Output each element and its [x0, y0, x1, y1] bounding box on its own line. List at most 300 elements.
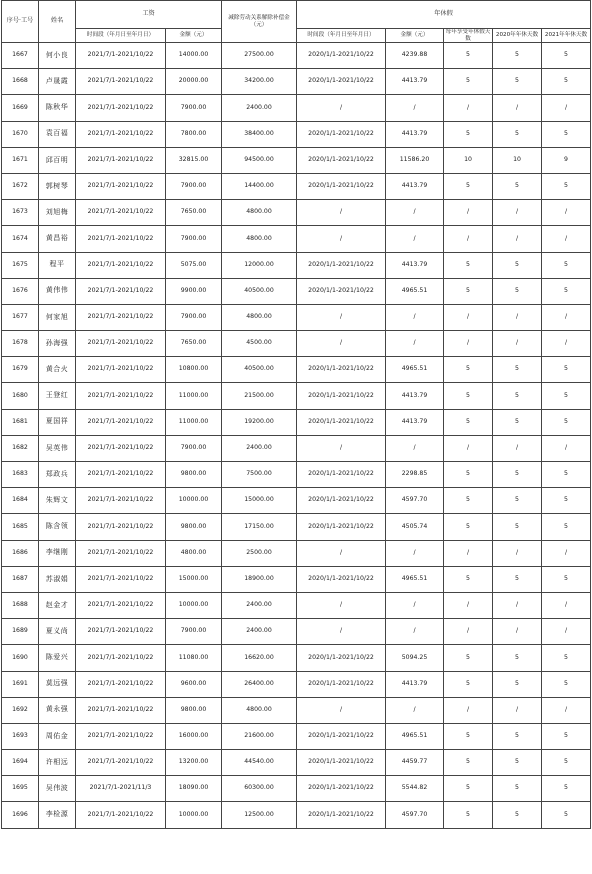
table-row [2, 121, 591, 147]
cell-amount: 9800.00 [166, 514, 222, 540]
cell-leave-days: / [444, 619, 493, 645]
cell-amount: 7900.00 [166, 304, 222, 330]
cell-leave-amount: 2298.85 [386, 462, 444, 488]
cell-days-2020: 5 [493, 750, 542, 776]
cell-days-2021: 5 [542, 252, 591, 278]
cell-compensation: 4800.00 [222, 304, 297, 330]
cell-name: 苏淑娟 [39, 566, 76, 592]
cell-period: 2021/7/1-2021/10/22 [76, 357, 166, 383]
cell-amount: 4800.00 [166, 540, 222, 566]
cell-days-2021: / [542, 540, 591, 566]
cell-amount: 7900.00 [166, 619, 222, 645]
cell-leave-days: 5 [444, 69, 493, 95]
cell-name: 朱辉文 [39, 488, 76, 514]
cell-leave-days: 5 [444, 776, 493, 802]
cell-name: 夏义尚 [39, 619, 76, 645]
cell-compensation: 16620.00 [222, 645, 297, 671]
cell-id: 1686 [2, 540, 39, 566]
cell-compensation: 4800.00 [222, 697, 297, 723]
cell-id: 1669 [2, 95, 39, 121]
table-row [2, 69, 591, 95]
cell-period: 2021/7/1-2021/10/22 [76, 200, 166, 226]
cell-id: 1692 [2, 697, 39, 723]
cell-compensation: 14400.00 [222, 173, 297, 199]
cell-days-2020: 5 [493, 488, 542, 514]
cell-period: 2021/7/1-2021/10/22 [76, 409, 166, 435]
cell-leave-days: 5 [444, 121, 493, 147]
table-row [2, 147, 591, 173]
table-row [2, 435, 591, 461]
cell-days-2020: 5 [493, 43, 542, 69]
cell-leave-amount: 4597.70 [386, 488, 444, 514]
cell-leave-amount: 4413.79 [386, 173, 444, 199]
cell-leave-days: / [444, 331, 493, 357]
cell-id: 1672 [2, 173, 39, 199]
cell-leave-days: / [444, 592, 493, 618]
cell-leave-period: 2020/1/1-2021/10/22 [297, 173, 386, 199]
cell-period: 2021/7/1-2021/10/22 [76, 462, 166, 488]
cell-leave-period: 2020/1/1-2021/10/22 [297, 278, 386, 304]
cell-days-2021: / [542, 304, 591, 330]
table-row [2, 200, 591, 226]
cell-compensation: 2500.00 [222, 540, 297, 566]
cell-id: 1681 [2, 409, 39, 435]
cell-id: 1673 [2, 200, 39, 226]
header-compensation: 减除劳动关系解除补偿金（元） [222, 1, 297, 43]
cell-compensation: 2400.00 [222, 592, 297, 618]
cell-leave-period: / [297, 540, 386, 566]
cell-leave-period: / [297, 95, 386, 121]
cell-days-2020: / [493, 697, 542, 723]
cell-days-2021: 5 [542, 69, 591, 95]
table-row [2, 226, 591, 252]
cell-days-2021: 5 [542, 776, 591, 802]
cell-days-2020: / [493, 435, 542, 461]
cell-compensation: 21600.00 [222, 723, 297, 749]
header-period: 时间段（年月日至年月日） [76, 29, 166, 43]
cell-name: 邱百明 [39, 147, 76, 173]
cell-leave-days: 5 [444, 802, 493, 828]
cell-leave-days: / [444, 226, 493, 252]
cell-leave-days: 5 [444, 723, 493, 749]
cell-amount: 5075.00 [166, 252, 222, 278]
cell-days-2020: 5 [493, 645, 542, 671]
cell-leave-amount: 4413.79 [386, 121, 444, 147]
cell-period: 2021/7/1-2021/10/22 [76, 173, 166, 199]
cell-name: 黄伟伟 [39, 278, 76, 304]
cell-id: 1680 [2, 383, 39, 409]
cell-period: 2021/7/1-2021/10/22 [76, 802, 166, 828]
cell-leave-period: 2020/1/1-2021/10/22 [297, 645, 386, 671]
cell-compensation: 94500.00 [222, 147, 297, 173]
cell-amount: 10000.00 [166, 802, 222, 828]
cell-days-2021: 5 [542, 278, 591, 304]
cell-amount: 7650.00 [166, 331, 222, 357]
cell-days-2021: / [542, 592, 591, 618]
cell-id: 1675 [2, 252, 39, 278]
cell-compensation: 2400.00 [222, 95, 297, 121]
cell-compensation: 44540.00 [222, 750, 297, 776]
cell-leave-days: 5 [444, 409, 493, 435]
cell-leave-days: 5 [444, 566, 493, 592]
table-row [2, 540, 591, 566]
cell-name: 程平 [39, 252, 76, 278]
cell-amount: 11080.00 [166, 645, 222, 671]
table-row [2, 671, 591, 697]
cell-amount: 18090.00 [166, 776, 222, 802]
cell-leave-amount: / [386, 226, 444, 252]
cell-period: 2021/7/1-2021/10/22 [76, 95, 166, 121]
cell-days-2021: 5 [542, 802, 591, 828]
cell-days-2021: 5 [542, 383, 591, 409]
cell-id: 1696 [2, 802, 39, 828]
cell-name: 许相远 [39, 750, 76, 776]
cell-name: 陈爱兴 [39, 645, 76, 671]
cell-compensation: 26400.00 [222, 671, 297, 697]
cell-name: 何小良 [39, 43, 76, 69]
cell-days-2021: 5 [542, 121, 591, 147]
cell-name: 吴英伟 [39, 435, 76, 461]
cell-compensation: 40500.00 [222, 278, 297, 304]
cell-leave-amount: / [386, 619, 444, 645]
cell-leave-amount: / [386, 435, 444, 461]
cell-leave-days: 5 [444, 514, 493, 540]
cell-leave-days: / [444, 697, 493, 723]
cell-id: 1679 [2, 357, 39, 383]
table-row [2, 802, 591, 828]
cell-leave-period: 2020/1/1-2021/10/22 [297, 488, 386, 514]
cell-leave-period: 2020/1/1-2021/10/22 [297, 409, 386, 435]
table-row [2, 566, 591, 592]
cell-leave-amount: 4459.77 [386, 750, 444, 776]
cell-leave-days: 5 [444, 671, 493, 697]
cell-amount: 15000.00 [166, 566, 222, 592]
cell-id: 1688 [2, 592, 39, 618]
cell-days-2020: 5 [493, 462, 542, 488]
cell-name: 赵金才 [39, 592, 76, 618]
cell-compensation: 12500.00 [222, 802, 297, 828]
cell-leave-amount: 4965.51 [386, 357, 444, 383]
cell-leave-period: 2020/1/1-2021/10/22 [297, 147, 386, 173]
cell-id: 1676 [2, 278, 39, 304]
cell-compensation: 4800.00 [222, 200, 297, 226]
cell-compensation: 19200.00 [222, 409, 297, 435]
cell-days-2020: / [493, 331, 542, 357]
cell-id: 1667 [2, 43, 39, 69]
cell-leave-days: / [444, 304, 493, 330]
cell-amount: 11000.00 [166, 409, 222, 435]
cell-days-2020: 5 [493, 671, 542, 697]
cell-period: 2021/7/1-2021/10/22 [76, 147, 166, 173]
cell-compensation: 40500.00 [222, 357, 297, 383]
table-row [2, 776, 591, 802]
cell-leave-days: 5 [444, 357, 493, 383]
cell-days-2020: / [493, 226, 542, 252]
cell-name: 黄永强 [39, 697, 76, 723]
cell-period: 2021/7/1-2021/10/22 [76, 278, 166, 304]
cell-leave-amount: 4413.79 [386, 69, 444, 95]
cell-leave-amount: / [386, 540, 444, 566]
cell-leave-period: 2020/1/1-2021/10/22 [297, 566, 386, 592]
cell-compensation: 4800.00 [222, 226, 297, 252]
cell-days-2021: / [542, 226, 591, 252]
cell-days-2021: / [542, 435, 591, 461]
cell-name: 孙海强 [39, 331, 76, 357]
table-row [2, 357, 591, 383]
table-row [2, 619, 591, 645]
cell-days-2020: / [493, 200, 542, 226]
cell-period: 2021/7/1-2021/10/22 [76, 619, 166, 645]
cell-period: 2021/7/1-2021/10/22 [76, 304, 166, 330]
table-row [2, 304, 591, 330]
table-row [2, 723, 591, 749]
cell-id: 1670 [2, 121, 39, 147]
cell-period: 2021/7/1-2021/10/22 [76, 69, 166, 95]
cell-id: 1682 [2, 435, 39, 461]
cell-days-2020: 5 [493, 357, 542, 383]
table-row [2, 409, 591, 435]
table-row [2, 43, 591, 69]
cell-leave-period: / [297, 304, 386, 330]
cell-leave-days: 5 [444, 750, 493, 776]
cell-days-2020: 5 [493, 121, 542, 147]
cell-days-2021: 5 [542, 514, 591, 540]
header-leave-period: 时间段（年月日至年月日） [297, 29, 386, 43]
cell-name: 王登红 [39, 383, 76, 409]
cell-compensation: 18900.00 [222, 566, 297, 592]
cell-leave-period: / [297, 592, 386, 618]
cell-name: 郭树琴 [39, 173, 76, 199]
cell-name: 李检源 [39, 802, 76, 828]
cell-name: 陈含领 [39, 514, 76, 540]
cell-name: 刘旭梅 [39, 200, 76, 226]
header-leave-days: 每年享受年休假天数 [444, 29, 493, 43]
cell-leave-days: 5 [444, 278, 493, 304]
cell-days-2021: 5 [542, 566, 591, 592]
table-row [2, 462, 591, 488]
cell-days-2020: 5 [493, 802, 542, 828]
cell-name: 何家旭 [39, 304, 76, 330]
cell-days-2021: 5 [542, 409, 591, 435]
cell-period: 2021/7/1-2021/10/22 [76, 488, 166, 514]
cell-leave-amount: / [386, 304, 444, 330]
cell-id: 1683 [2, 462, 39, 488]
cell-period: 2021/7/1-2021/10/22 [76, 671, 166, 697]
header-leave-amount: 金额（元） [386, 29, 444, 43]
cell-name: 卢晟霞 [39, 69, 76, 95]
cell-leave-days: 5 [444, 488, 493, 514]
cell-days-2020: 5 [493, 278, 542, 304]
cell-amount: 9600.00 [166, 671, 222, 697]
cell-period: 2021/7/1-2021/10/22 [76, 121, 166, 147]
cell-days-2021: 5 [542, 645, 591, 671]
cell-leave-days: 5 [444, 383, 493, 409]
cell-leave-amount: 4413.79 [386, 671, 444, 697]
cell-leave-amount: / [386, 95, 444, 121]
cell-leave-amount: / [386, 200, 444, 226]
cell-leave-period: / [297, 331, 386, 357]
table-row [2, 514, 591, 540]
table-row [2, 750, 591, 776]
cell-leave-period: 2020/1/1-2021/10/22 [297, 121, 386, 147]
cell-leave-period: / [297, 200, 386, 226]
table-row [2, 95, 591, 121]
cell-days-2020: 5 [493, 173, 542, 199]
cell-amount: 7900.00 [166, 226, 222, 252]
cell-leave-days: 5 [444, 252, 493, 278]
cell-days-2021: / [542, 697, 591, 723]
header-name: 姓名 [39, 1, 76, 43]
cell-days-2021: 5 [542, 671, 591, 697]
cell-compensation: 4500.00 [222, 331, 297, 357]
cell-leave-days: / [444, 200, 493, 226]
cell-name: 周佑金 [39, 723, 76, 749]
cell-amount: 9900.00 [166, 278, 222, 304]
header-days-2021: 2021年年休天数 [542, 29, 591, 43]
cell-period: 2021/7/1-2021/10/22 [76, 592, 166, 618]
cell-leave-period: / [297, 226, 386, 252]
cell-compensation: 12000.00 [222, 252, 297, 278]
cell-compensation: 34200.00 [222, 69, 297, 95]
cell-days-2021: 5 [542, 43, 591, 69]
table-row [2, 173, 591, 199]
header-days-2020: 2020年年休天数 [493, 29, 542, 43]
cell-days-2020: 5 [493, 776, 542, 802]
cell-amount: 7800.00 [166, 121, 222, 147]
cell-days-2021: 5 [542, 173, 591, 199]
cell-days-2020: 10 [493, 147, 542, 173]
cell-leave-amount: 4239.88 [386, 43, 444, 69]
cell-leave-period: 2020/1/1-2021/10/22 [297, 462, 386, 488]
cell-days-2021: 5 [542, 488, 591, 514]
cell-id: 1691 [2, 671, 39, 697]
cell-amount: 16000.00 [166, 723, 222, 749]
cell-leave-period: 2020/1/1-2021/10/22 [297, 776, 386, 802]
table-row [2, 645, 591, 671]
cell-days-2021: / [542, 200, 591, 226]
cell-leave-amount: 5094.25 [386, 645, 444, 671]
cell-leave-period: / [297, 619, 386, 645]
cell-leave-days: 5 [444, 43, 493, 69]
cell-amount: 7900.00 [166, 95, 222, 121]
cell-period: 2021/7/1-2021/10/22 [76, 252, 166, 278]
cell-compensation: 27500.00 [222, 43, 297, 69]
cell-compensation: 21500.00 [222, 383, 297, 409]
cell-leave-days: 5 [444, 645, 493, 671]
cell-days-2020: / [493, 592, 542, 618]
cell-amount: 9800.00 [166, 462, 222, 488]
cell-leave-period: 2020/1/1-2021/10/22 [297, 43, 386, 69]
cell-id: 1689 [2, 619, 39, 645]
cell-compensation: 2400.00 [222, 619, 297, 645]
cell-days-2021: 5 [542, 462, 591, 488]
cell-name: 夏国祥 [39, 409, 76, 435]
cell-days-2020: 5 [493, 514, 542, 540]
table-body [2, 43, 591, 829]
cell-leave-period: 2020/1/1-2021/10/22 [297, 723, 386, 749]
cell-days-2020: / [493, 540, 542, 566]
cell-leave-amount: 5544.82 [386, 776, 444, 802]
cell-amount: 20000.00 [166, 69, 222, 95]
cell-id: 1687 [2, 566, 39, 592]
header-annual-leave: 年休假 [297, 1, 591, 29]
cell-days-2021: 9 [542, 147, 591, 173]
table-row [2, 488, 591, 514]
cell-leave-amount: / [386, 592, 444, 618]
cell-days-2020: 5 [493, 723, 542, 749]
cell-days-2020: 5 [493, 409, 542, 435]
header-wage: 工资 [76, 1, 222, 29]
cell-id: 1678 [2, 331, 39, 357]
cell-days-2021: 5 [542, 723, 591, 749]
cell-amount: 10000.00 [166, 592, 222, 618]
cell-leave-days: / [444, 540, 493, 566]
cell-amount: 10800.00 [166, 357, 222, 383]
cell-leave-amount: 4965.51 [386, 723, 444, 749]
cell-amount: 11000.00 [166, 383, 222, 409]
cell-amount: 9800.00 [166, 697, 222, 723]
cell-name: 李继刚 [39, 540, 76, 566]
cell-period: 2021/7/1-2021/10/22 [76, 750, 166, 776]
wage-compensation-table [1, 0, 591, 829]
cell-id: 1694 [2, 750, 39, 776]
cell-compensation: 17150.00 [222, 514, 297, 540]
cell-name: 袁百福 [39, 121, 76, 147]
cell-id: 1671 [2, 147, 39, 173]
cell-period: 2021/7/1-2021/10/22 [76, 566, 166, 592]
cell-amount: 7650.00 [166, 200, 222, 226]
cell-days-2020: / [493, 304, 542, 330]
cell-leave-period: 2020/1/1-2021/10/22 [297, 802, 386, 828]
cell-leave-amount: 4965.51 [386, 566, 444, 592]
cell-amount: 14000.00 [166, 43, 222, 69]
cell-period: 2021/7/1-2021/10/22 [76, 723, 166, 749]
cell-leave-period: 2020/1/1-2021/10/22 [297, 750, 386, 776]
cell-amount: 7900.00 [166, 435, 222, 461]
cell-id: 1693 [2, 723, 39, 749]
cell-leave-period: 2020/1/1-2021/10/22 [297, 252, 386, 278]
cell-amount: 7900.00 [166, 173, 222, 199]
cell-leave-amount: 4965.51 [386, 278, 444, 304]
cell-days-2021: / [542, 331, 591, 357]
cell-period: 2021/7/1-2021/10/22 [76, 697, 166, 723]
cell-id: 1695 [2, 776, 39, 802]
cell-days-2020: 5 [493, 252, 542, 278]
cell-leave-days: / [444, 95, 493, 121]
cell-leave-days: / [444, 435, 493, 461]
cell-name: 黄昌裕 [39, 226, 76, 252]
cell-id: 1668 [2, 69, 39, 95]
cell-period: 2021/7/1-2021/10/22 [76, 226, 166, 252]
cell-period: 2021/7/1-2021/10/22 [76, 435, 166, 461]
header-amount: 金额（元） [166, 29, 222, 43]
cell-period: 2021/7/1-2021/10/22 [76, 331, 166, 357]
header-seq: 序号·工号 [2, 1, 39, 43]
cell-amount: 13200.00 [166, 750, 222, 776]
cell-compensation: 60300.00 [222, 776, 297, 802]
cell-compensation: 2400.00 [222, 435, 297, 461]
table-row [2, 592, 591, 618]
cell-id: 1677 [2, 304, 39, 330]
table-row [2, 697, 591, 723]
cell-period: 2021/7/1-2021/10/22 [76, 383, 166, 409]
cell-id: 1690 [2, 645, 39, 671]
cell-leave-days: 5 [444, 462, 493, 488]
cell-name: 黄合火 [39, 357, 76, 383]
cell-days-2021: / [542, 95, 591, 121]
cell-leave-days: 5 [444, 173, 493, 199]
cell-leave-period: / [297, 697, 386, 723]
